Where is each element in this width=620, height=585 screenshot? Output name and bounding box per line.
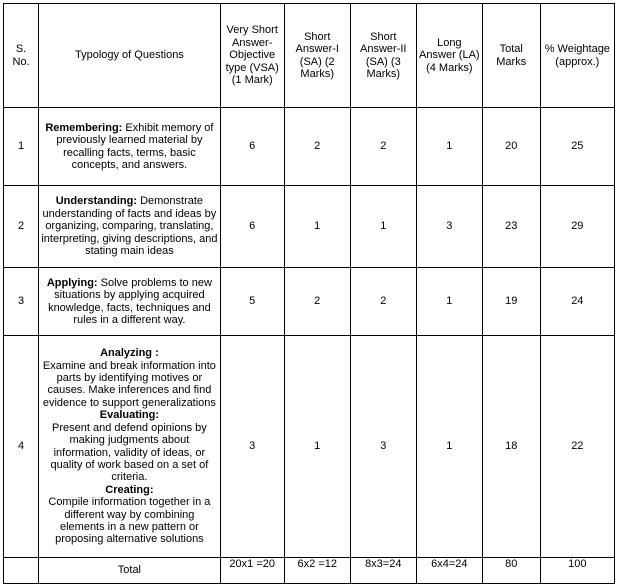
row-sa1: 1 bbox=[284, 336, 350, 558]
row-sa1: 2 bbox=[284, 268, 350, 336]
total-sa2: 8x3=24 bbox=[350, 558, 416, 584]
row-typology bbox=[39, 336, 221, 558]
row-sa2: 3 bbox=[350, 336, 416, 558]
header-row bbox=[4, 4, 615, 108]
row-la: 1 bbox=[416, 108, 482, 186]
header-la: Long Answer (LA) (4 Marks) bbox=[416, 4, 482, 108]
row-sno: 1 bbox=[4, 108, 39, 186]
row-weight: 24 bbox=[540, 268, 614, 336]
row-la: 1 bbox=[416, 268, 482, 336]
section-title-analyzing: Analyzing : bbox=[100, 347, 159, 360]
row-typology bbox=[39, 108, 221, 186]
row-total: 19 bbox=[482, 268, 540, 336]
table-row bbox=[4, 108, 615, 186]
category-label: Understanding: bbox=[55, 195, 138, 208]
section-title-evaluating: Evaluating: bbox=[99, 409, 160, 422]
section-text-analyzing: Examine and break information into parts by identifying motives or causes. Make inferences and find evidence to support generalizations bbox=[42, 359, 216, 409]
header-sno: S. No. bbox=[4, 4, 39, 108]
header-total: Total Marks bbox=[482, 4, 540, 108]
row-sno: 3 bbox=[4, 268, 39, 336]
row-weight: 29 bbox=[540, 186, 614, 268]
total-weight: 100 bbox=[540, 558, 614, 584]
total-sa1: 6x2 =12 bbox=[284, 558, 350, 584]
row-sno: 4 bbox=[4, 336, 39, 558]
total-la: 6x4=24 bbox=[416, 558, 482, 584]
row-typology bbox=[39, 186, 221, 268]
table-row bbox=[4, 268, 615, 336]
row-sa1: 1 bbox=[284, 186, 350, 268]
total-vsa: 20x1 =20 bbox=[220, 558, 284, 584]
question-typology-table bbox=[3, 3, 615, 584]
row-la: 1 bbox=[416, 336, 482, 558]
table-row bbox=[4, 186, 615, 268]
row-total: 20 bbox=[482, 108, 540, 186]
category-label: Remembering: bbox=[45, 121, 123, 134]
section-title-creating: Creating: bbox=[105, 483, 154, 496]
section-text-creating: Compile information together in a different way by combining elements in a new pattern or proposing alternative solutions bbox=[48, 496, 211, 546]
section-text-evaluating: Present and defend opinions by making judgments about information, validity of ideas, or quality of work based on a set of criteria. bbox=[50, 421, 209, 484]
header-weight: % Weightage (approx.) bbox=[540, 4, 614, 108]
row-typology bbox=[39, 268, 221, 336]
category-description: Demonstrate understanding of facts and ideas by organizing, comparing, translating, interpreting, giving descriptions, and stating main ideas bbox=[41, 195, 218, 258]
total-label: Total bbox=[39, 558, 221, 584]
row-total: 23 bbox=[482, 186, 540, 268]
header-sa2: Short Answer-II (SA) (3 Marks) bbox=[350, 4, 416, 108]
row-sa2: 2 bbox=[350, 108, 416, 186]
row-weight: 22 bbox=[540, 336, 614, 558]
row-vsa: 6 bbox=[220, 186, 284, 268]
row-weight: 25 bbox=[540, 108, 614, 186]
total-sno bbox=[4, 558, 39, 584]
category-label: Applying: bbox=[46, 276, 98, 289]
total-row bbox=[4, 558, 615, 584]
total-marks: 80 bbox=[482, 558, 540, 584]
row-vsa: 6 bbox=[220, 108, 284, 186]
header-sa1: Short Answer-I (SA) (2 Marks) bbox=[284, 4, 350, 108]
row-sno: 2 bbox=[4, 186, 39, 268]
row-la: 3 bbox=[416, 186, 482, 268]
row-sa2: 1 bbox=[350, 186, 416, 268]
row-vsa: 5 bbox=[220, 268, 284, 336]
row-vsa: 3 bbox=[220, 336, 284, 558]
row-sa1: 2 bbox=[284, 108, 350, 186]
category-description: Exhibit memory of previously learned material by recalling facts, terms, basic concepts, and answers. bbox=[56, 121, 214, 171]
row-total: 18 bbox=[482, 336, 540, 558]
header-typology: Typology of Questions bbox=[39, 4, 221, 108]
header-vsa: Very Short Answer-Objective type (VSA) (1 Mark) bbox=[220, 4, 284, 108]
table-row bbox=[4, 336, 615, 558]
category-description: Solve problems to new situations by applying acquired knowledge, facts, techniques and rules in a different way. bbox=[48, 276, 212, 326]
row-sa2: 2 bbox=[350, 268, 416, 336]
